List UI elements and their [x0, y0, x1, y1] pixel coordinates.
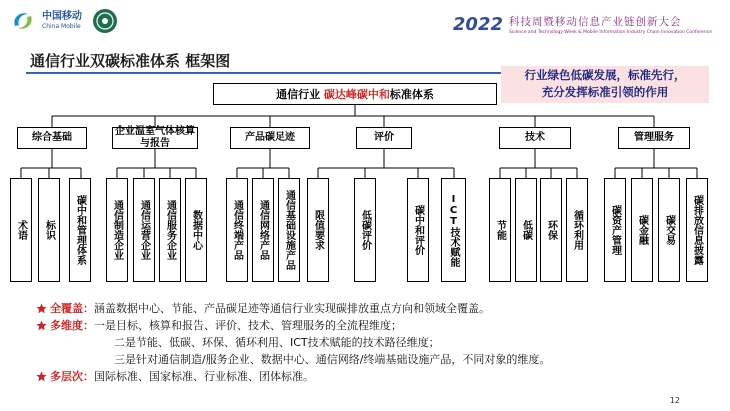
conference-name: 科技周暨移动信息产业链创新大会: [509, 16, 682, 28]
star-bullet-icon: [36, 371, 47, 382]
leaf-node: 通信基础设施产品: [278, 178, 300, 282]
leaf-node: 环保: [540, 178, 562, 282]
leaf-node: 通信终端产品: [226, 178, 248, 282]
leaf-node: 碳金融: [631, 178, 653, 282]
leaf-node: 节能: [489, 178, 511, 282]
root-suffix: 标准体系: [389, 88, 434, 101]
category-node: 综合基础: [17, 127, 87, 149]
bullet-continuation: 二是节能、低碳、环保、循环利用、ICT技术赋能的技术路径维度；: [114, 336, 440, 349]
brand-name-en: China Mobile: [42, 23, 81, 30]
leaf-node: 低碳评价: [354, 178, 376, 282]
leaf-node: 循环利用: [566, 178, 588, 282]
leaf-node: 通信服务企业: [159, 178, 181, 282]
leaf-node: 碳排放信息披露: [686, 178, 708, 282]
leaf-node: 通信网络产品: [252, 178, 274, 282]
leaf-node: 标识: [38, 178, 60, 282]
star-bullet-icon: [36, 320, 47, 331]
bullet-text: 国际标准、国家标准、行业标准、团体标准。: [94, 370, 314, 383]
category-node: 产品碳足迹: [230, 127, 310, 149]
bullet-text: 涵盖数据中心、节能、产品碳足迹等通信行业实现碳排放重点方向和领域全覆盖。: [94, 302, 490, 315]
root-prefix: 通信行业: [276, 88, 324, 101]
leaf-node: 碳资产管理: [604, 178, 626, 282]
bullet-heading: 多维度：: [50, 319, 94, 332]
leaf-node: 通信制造企业: [106, 178, 128, 282]
star-bullet-icon: [36, 303, 47, 314]
category-node: 评价: [356, 127, 412, 149]
brand-name: 中国移动: [42, 11, 82, 22]
leaf-node: 碳中和评价: [407, 178, 429, 282]
root-node: [213, 83, 497, 105]
bullet-heading: 多层次：: [50, 370, 94, 383]
conference-year: 2022: [452, 14, 504, 35]
category-node: 管理服务: [618, 127, 690, 149]
bullet-row: [36, 300, 550, 317]
page-number: 12: [669, 396, 680, 405]
conference-name-en: Science and Technology Week & Mobile Information Industry Chain Innovation Conference: [509, 30, 712, 35]
bullet-continuation: 三是针对通信制造/服务企业、数据中心、通信网络/终端基础设施产品，不同对象的维度。: [114, 353, 551, 366]
leaf-node: 术语: [10, 178, 32, 282]
leaf-node: ICT技术赋能: [441, 178, 466, 282]
leaf-node: 碳中和管理体系: [69, 178, 91, 282]
summary-bullets: [36, 300, 550, 385]
bullet-row: [36, 368, 550, 385]
leaf-node: 低碳: [515, 178, 537, 282]
slide-title: 通信行业双碳标准体系 框架图: [30, 52, 231, 70]
root-highlight: 碳达峰碳中和: [323, 88, 390, 101]
leaf-node: 数据中心: [185, 178, 207, 282]
leaf-node: 通信运营企业: [133, 178, 155, 282]
leaf-node: 碳交易: [658, 178, 680, 282]
category-node: 企业温室气体核算与报告: [112, 127, 198, 149]
slogan-line-1: 行业绿色低碳发展，标准先行，: [524, 68, 686, 82]
leaf-node: 限值要求: [307, 178, 329, 282]
slogan-line-2: 充分发挥标准引领的作用: [541, 85, 669, 99]
bullet-text: 一是目标、核算和报告、评价、技术、管理服务的全流程维度；: [94, 319, 402, 332]
bullet-heading: 全覆盖：: [50, 302, 94, 315]
category-node: 技术: [499, 127, 571, 149]
bullet-row: [36, 317, 550, 334]
